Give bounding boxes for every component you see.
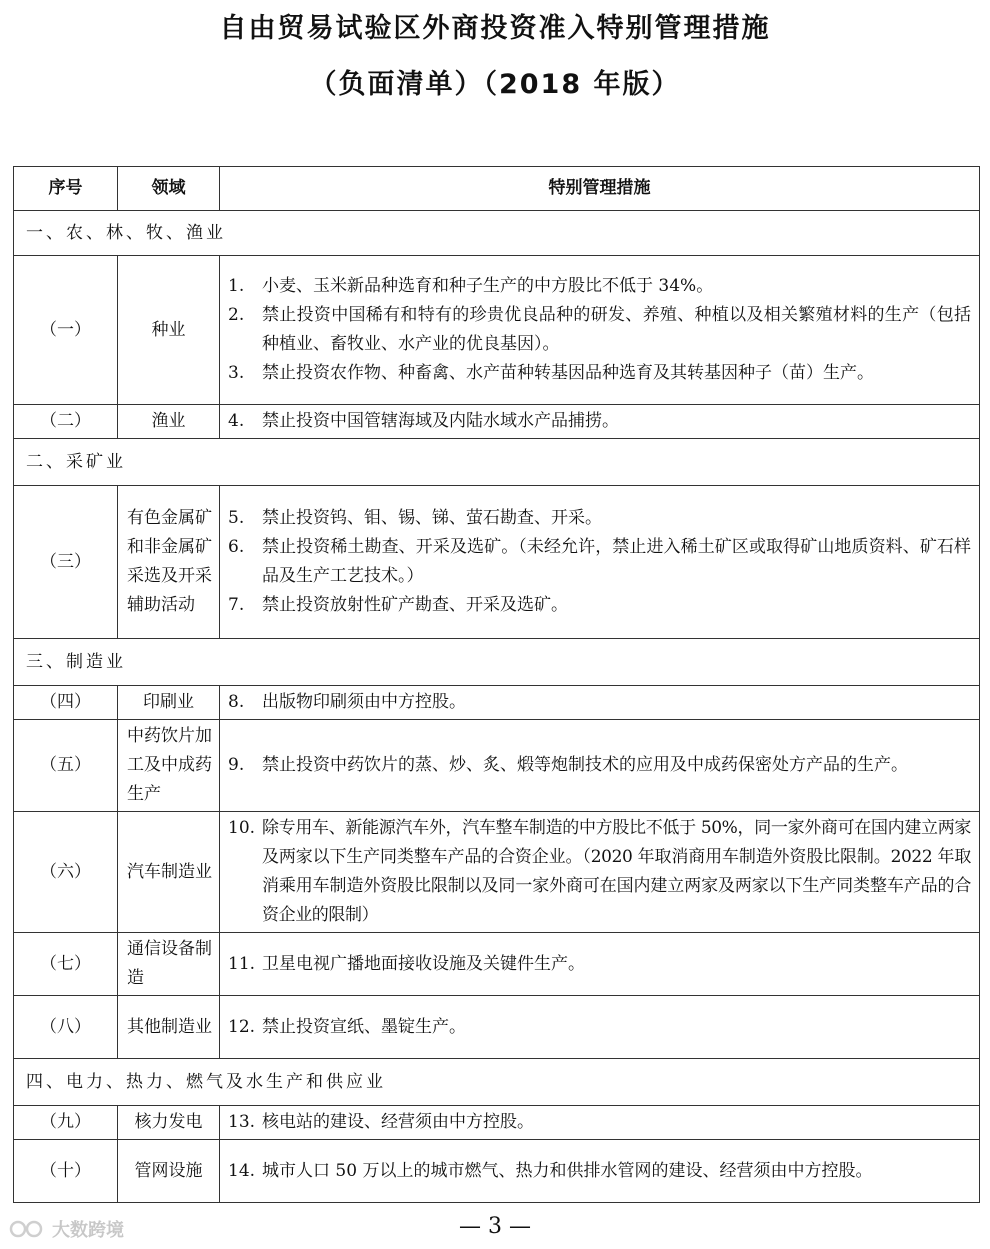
row-index: （四） (14, 686, 118, 720)
section-heading: 三、制造业 (14, 639, 980, 686)
measure-text: 禁止投资农作物、种畜禽、水产苗种转基因品种选育及其转基因种子（苗）生产。 (262, 363, 874, 383)
row-index: （十） (14, 1140, 118, 1203)
row-measures (220, 933, 980, 996)
header-field: 领域 (118, 167, 220, 211)
measure-item (228, 359, 971, 388)
row-measures (220, 996, 980, 1059)
measure-number: 8. (228, 692, 245, 712)
table-row (14, 812, 980, 933)
measure-number: 13. (228, 1112, 256, 1132)
section-heading-row (14, 1059, 980, 1106)
measure-number: 2. (228, 305, 245, 325)
measure-text: 卫星电视广播地面接收设施及关键件生产。 (262, 953, 585, 974)
measure-text: 禁止投资放射性矿产勘查、开采及选矿。 (262, 595, 568, 615)
row-measures (220, 812, 980, 933)
row-field: 核力发电 (118, 1106, 220, 1140)
header-measures: 特别管理措施 (220, 167, 980, 211)
measure-number: 11. (228, 953, 256, 974)
row-index: （七） (14, 933, 118, 996)
measure-text: 城市人口 50 万以上的城市燃气、热力和供排水管网的建设、经营须由中方控股。 (262, 1160, 873, 1181)
measure-item (228, 591, 971, 620)
row-index: （五） (14, 720, 118, 812)
row-index: （一） (14, 256, 118, 405)
measure-item (228, 688, 971, 717)
row-measures (220, 1140, 980, 1203)
measure-item (228, 1108, 971, 1137)
measure-number: 6. (228, 537, 245, 557)
table-row (14, 720, 980, 812)
measure-item (228, 301, 971, 359)
measure-item (228, 272, 971, 301)
measure-number: 14. (228, 1160, 256, 1181)
row-measures (220, 486, 980, 639)
table-row (14, 996, 980, 1059)
measure-item (228, 1013, 971, 1042)
measure-item (228, 533, 971, 591)
measure-text: 核电站的建设、经营须由中方控股。 (262, 1112, 534, 1132)
header-index: 序号 (14, 167, 118, 211)
row-index: （二） (14, 405, 118, 439)
row-measures (220, 256, 980, 405)
measure-text: 禁止投资稀土勘查、开采及选矿。（未经允许，禁止进入稀土矿区或取得矿山地质资料、矿石样品及生产工艺技术。） (262, 537, 971, 586)
measure-number: 7. (228, 595, 245, 615)
row-index: （八） (14, 996, 118, 1059)
row-field: 通信设备制造 (118, 933, 220, 996)
measure-item (228, 751, 971, 780)
row-field: 种业 (118, 256, 220, 405)
row-measures (220, 1106, 980, 1140)
measure-text: 禁止投资宣纸、墨锭生产。 (262, 1016, 466, 1037)
row-field: 汽车制造业 (118, 812, 220, 933)
row-field: 中药饮片加工及中成药生产 (118, 720, 220, 812)
measure-text: 禁止投资中药饮片的蒸、炒、炙、煅等炮制技术的应用及中成药保密处方产品的生产。 (262, 755, 908, 775)
row-index: （三） (14, 486, 118, 639)
section-heading: 二、采矿业 (14, 439, 980, 486)
measure-number: 1. (228, 276, 245, 296)
table-row (14, 486, 980, 639)
measure-number: 10. (228, 818, 256, 838)
table-row (14, 405, 980, 439)
row-field: 有色金属矿和非金属矿采选及开采辅助活动 (118, 486, 220, 639)
row-field: 印刷业 (118, 686, 220, 720)
section-heading-row (14, 211, 980, 256)
row-index: （九） (14, 1106, 118, 1140)
measure-number: 12. (228, 1016, 256, 1037)
row-measures (220, 686, 980, 720)
table-row (14, 686, 980, 720)
watermark-text: 大数跨境 (52, 1220, 124, 1241)
row-measures (220, 405, 980, 439)
measure-item (228, 950, 971, 979)
row-field: 其他制造业 (118, 996, 220, 1059)
row-field: 渔业 (118, 405, 220, 439)
measure-item (228, 1157, 971, 1186)
measure-number: 4. (228, 411, 245, 431)
measure-item (228, 814, 971, 930)
measure-text: 出版物印刷须由中方控股。 (262, 692, 466, 712)
row-field: 管网设施 (118, 1140, 220, 1203)
table-row (14, 256, 980, 405)
section-heading: 一、农、林、牧、渔业 (14, 211, 980, 256)
measure-item (228, 407, 971, 436)
negative-list-table (13, 166, 980, 1203)
row-measures (220, 720, 980, 812)
row-index: （六） (14, 812, 118, 933)
table-row (14, 933, 980, 996)
measure-text: 禁止投资钨、钼、锡、锑、萤石勘查、开采。 (262, 508, 602, 528)
document-subtitle: （负面清单）（2018 年版） (309, 69, 681, 100)
document-title: 自由贸易试验区外商投资准入特别管理措施 (219, 13, 771, 44)
measure-number: 9. (228, 755, 245, 775)
measure-text: 禁止投资中国稀有和特有的珍贵优良品种的研发、养殖、种植以及相关繁殖材料的生产（包括种植业、畜牧业、水产业的优良基因）。 (262, 305, 971, 354)
measure-text: 小麦、玉米新品种选育和种子生产的中方股比不低于 34%。 (262, 276, 714, 296)
table-row (14, 1140, 980, 1203)
section-heading: 四、电力、热力、燃气及水生产和供应业 (14, 1059, 980, 1106)
table-row (14, 1106, 980, 1140)
section-heading-row (14, 639, 980, 686)
measure-number: 3. (228, 363, 245, 383)
table-header-row (14, 167, 980, 211)
measure-text: 禁止投资中国管辖海域及内陆水域水产品捕捞。 (262, 411, 619, 431)
section-heading-row (14, 439, 980, 486)
measure-text: 除专用车、新能源汽车外，汽车整车制造的中方股比不低于 50%，同一家外商可在国内建立两家及两家以下生产同类整车产品的合资企业。（2020 年取消商用车制造外资股比限制。2022 年取消乘用车制造外资股比限制以及同一家外商可在国内建立两家及两家以下生产同类整车产品的合资企业的限制） (262, 818, 971, 925)
page-number: — 3 — (459, 1214, 531, 1239)
measure-number: 5. (228, 508, 245, 528)
measure-item (228, 504, 971, 533)
